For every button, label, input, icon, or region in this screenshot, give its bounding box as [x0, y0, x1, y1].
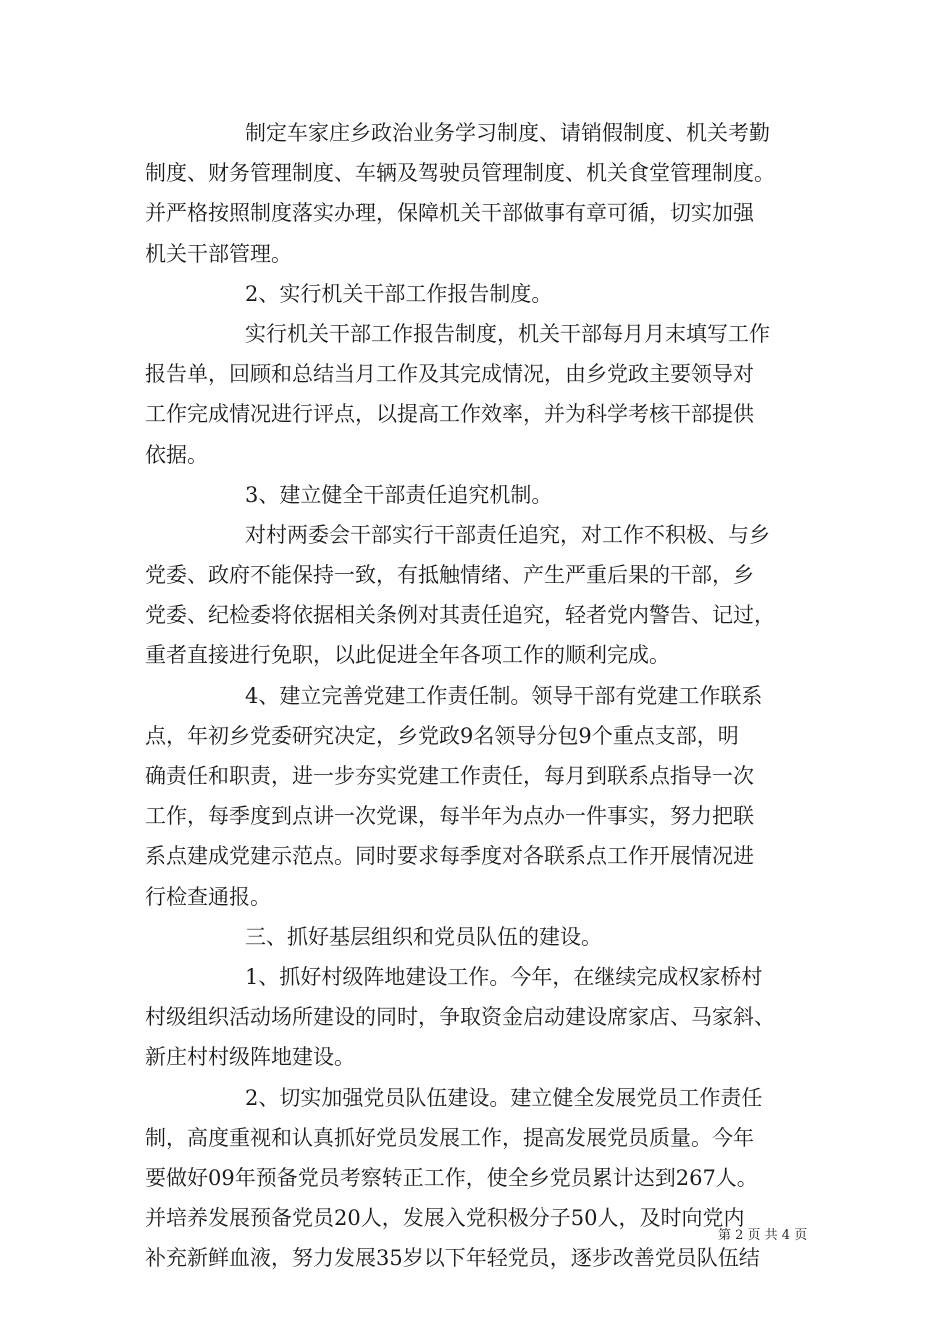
text-line: 工作，每季度到点讲一次党课，每半年为点办一件事实，努力把联	[145, 804, 754, 829]
text-line: 并培养发展预备党员20人，发展入党积极分子50人，及时向党内	[145, 1206, 745, 1231]
section-heading: 1、抓好村级阵地建设工作。今年，在继续完成权家桥村	[245, 964, 763, 989]
document-body	[145, 113, 810, 1278]
text-line: 制定车家庄乡政治业务学习制度、请销假制度、机关考勤	[245, 121, 770, 145]
text-line: 制，高度重视和认真抓好党员发展工作，提高发展党员质量。今年	[145, 1125, 754, 1150]
text-line: 重者直接进行免职，以此促进全年各项工作的顺利完成。	[145, 643, 670, 668]
text-line: 党委、纪检委将依据相关条例对其责任追究，轻者党内警告、记过，	[145, 603, 775, 628]
text-line: 工作完成情况进行评点，以提高工作效率，并为科学考核干部提供	[145, 402, 754, 427]
text-line: 党委、政府不能保持一致，有抵触情绪、产生严重后果的干部，乡	[145, 563, 754, 588]
text-line: 村级组织活动场所建设的同时，争取资金启动建设席家店、马家斜、	[145, 1005, 775, 1030]
text-line: 对村两委会干部实行干部责任追究，对工作不积极、与乡	[245, 522, 770, 547]
text-line: 依据。	[145, 442, 208, 467]
section-heading: 4、建立完善党建工作责任制。领导干部有党建工作联系	[245, 683, 763, 708]
text-line: 补充新鲜血液，努力发展35岁以下年轻党员，逐步改善党员队伍结	[145, 1246, 760, 1271]
text-line: 行检查通报。	[145, 884, 271, 909]
text-line: 点，年初乡党委研究决定，乡党政9名领导分包9个重点支部，明	[145, 723, 739, 748]
text-line: 机关干部管理。	[145, 241, 292, 266]
text-line: 制度、财务管理制度、车辆及驾驶员管理制度、机关食堂管理制度。	[145, 161, 775, 186]
page-number: 第 2 页 共 4 页	[718, 1228, 808, 1243]
section-heading: 三、抓好基层组织和党员队伍的建设。	[245, 924, 602, 949]
text-line: 并严格按照制度落实办理，保障机关干部做事有章可循，切实加强	[145, 201, 754, 226]
section-heading: 2、切实加强党员队伍建设。建立健全发展党员工作责任	[245, 1085, 763, 1110]
text-line: 报告单，回顾和总结当月工作及其完成情况，由乡党政主要领导对	[145, 362, 754, 387]
section-heading: 3、建立健全干部责任追究机制。	[245, 482, 553, 507]
text-line: 新庄村村级阵地建设。	[145, 1045, 355, 1070]
text-line: 确责任和职责，进一步夯实党建工作责任，每月到联系点指导一次	[145, 764, 754, 788]
text-line: 实行机关干部工作报告制度，机关干部每月月末填写工作	[245, 321, 770, 346]
section-heading: 2、实行机关干部工作报告制度。	[245, 281, 553, 306]
text-line: 系点建成党建示范点。同时要求每季度对各联系点工作开展情况进	[145, 844, 754, 869]
text-line: 要做好09年预备党员考察转正工作，使全乡党员累计达到267人。	[145, 1165, 758, 1190]
